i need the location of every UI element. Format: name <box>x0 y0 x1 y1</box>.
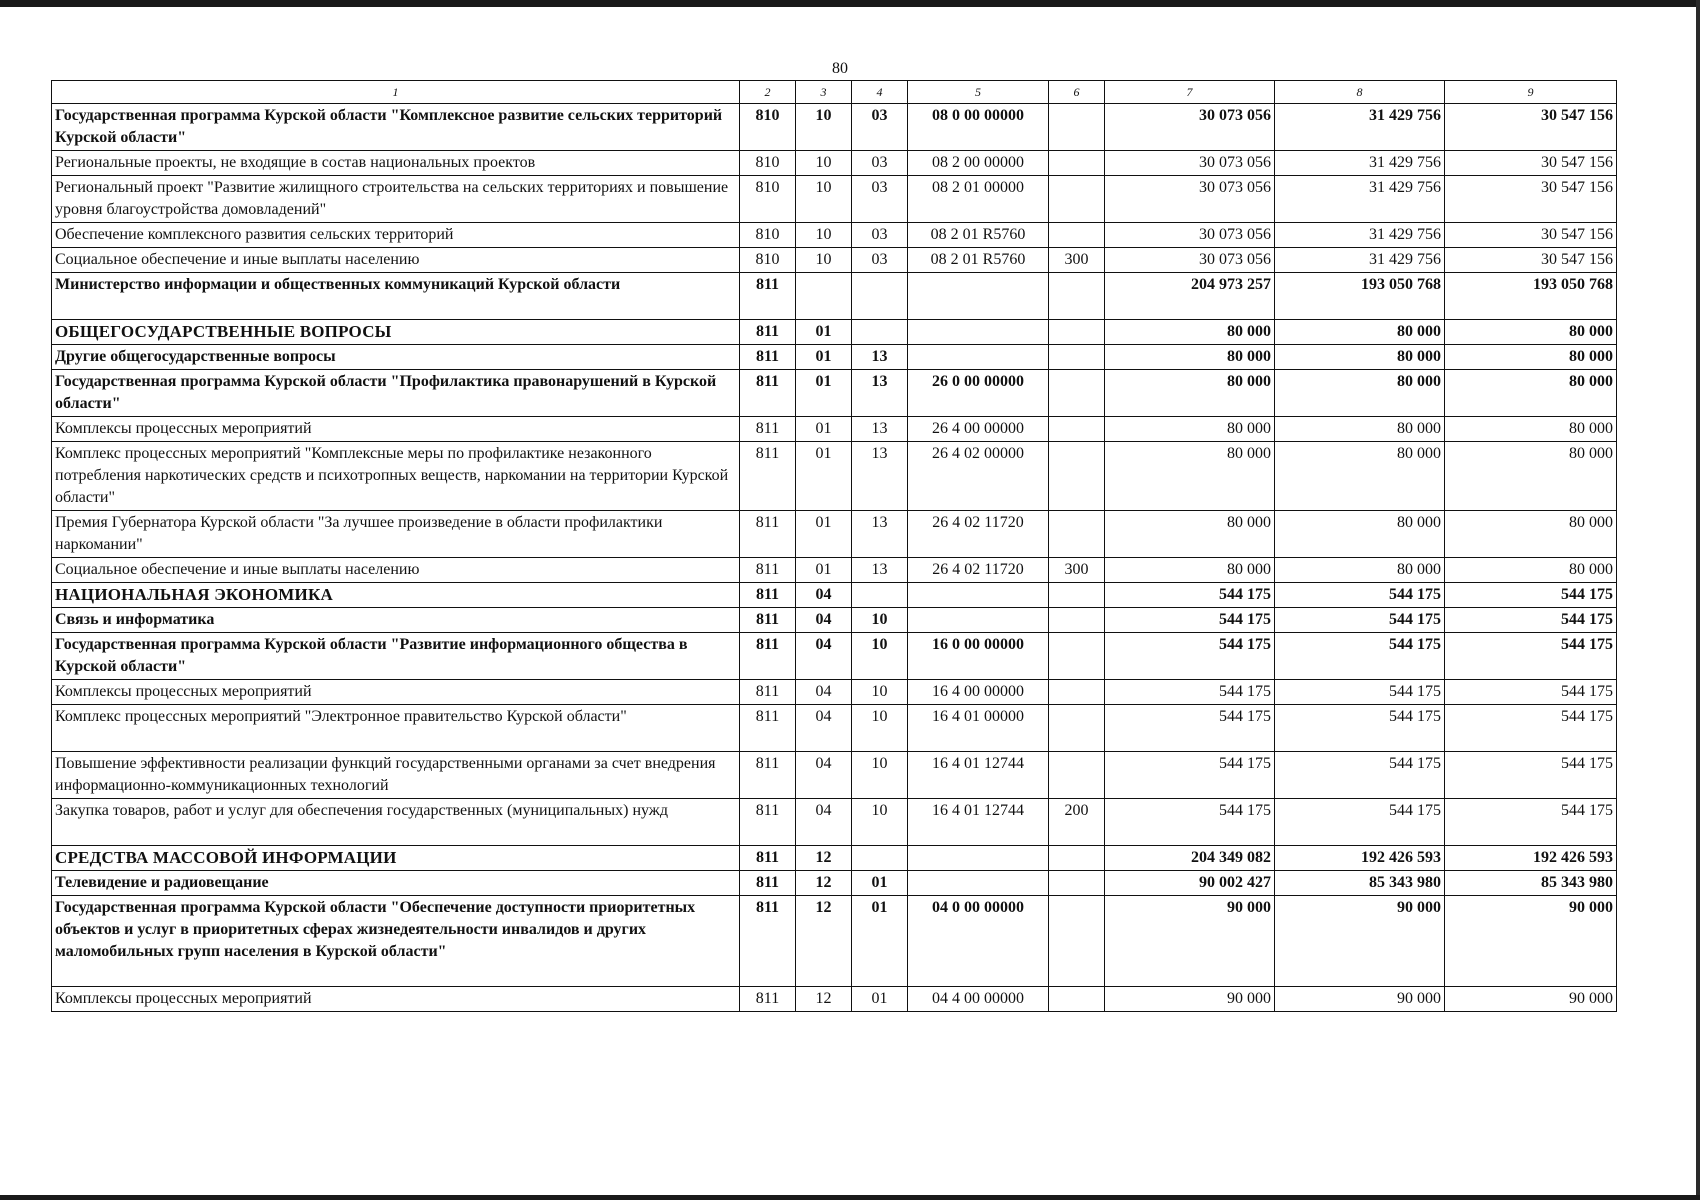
subsection-code <box>852 320 908 345</box>
ministry-code: 811 <box>740 273 796 320</box>
amount-col-7: 90 002 427 <box>1105 871 1275 896</box>
amount-col-8: 31 429 756 <box>1275 248 1445 273</box>
subsection-code: 10 <box>852 633 908 680</box>
amount-col-7: 544 175 <box>1105 608 1275 633</box>
amount-col-9: 30 547 156 <box>1445 176 1617 223</box>
amount-col-7: 80 000 <box>1105 511 1275 558</box>
header-col-4: 4 <box>852 81 908 104</box>
scan-border-bottom <box>0 1195 1700 1200</box>
amount-col-8: 85 343 980 <box>1275 871 1445 896</box>
expense-type-code <box>1049 320 1105 345</box>
expense-type-code <box>1049 273 1105 320</box>
amount-col-9: 544 175 <box>1445 583 1617 608</box>
ministry-code: 810 <box>740 104 796 151</box>
amount-col-9: 80 000 <box>1445 320 1617 345</box>
ministry-code: 810 <box>740 151 796 176</box>
amount-col-7: 544 175 <box>1105 752 1275 799</box>
row-name: Связь и информатика <box>52 608 740 633</box>
amount-col-8: 544 175 <box>1275 705 1445 752</box>
row-name: СРЕДСТВА МАССОВОЙ ИНФОРМАЦИИ <box>52 846 740 871</box>
amount-col-9: 90 000 <box>1445 896 1617 987</box>
subsection-code: 10 <box>852 799 908 846</box>
amount-col-7: 544 175 <box>1105 799 1275 846</box>
amount-col-8: 80 000 <box>1275 442 1445 511</box>
row-name: Комплекс процессных мероприятий "Электронное правительство Курской области" <box>52 705 740 752</box>
section-code: 04 <box>796 633 852 680</box>
target-article-code: 16 4 01 00000 <box>908 705 1049 752</box>
header-col-8: 8 <box>1275 81 1445 104</box>
header-col-9: 9 <box>1445 81 1617 104</box>
row-name: Комплексы процессных мероприятий <box>52 417 740 442</box>
amount-col-7: 544 175 <box>1105 633 1275 680</box>
amount-col-9: 80 000 <box>1445 442 1617 511</box>
row-name: Повышение эффективности реализации функций государственными органами за счет внедрения информационно-коммуникационных технологий <box>52 752 740 799</box>
section-code: 12 <box>796 846 852 871</box>
table-row <box>52 511 1617 558</box>
amount-col-9: 544 175 <box>1445 705 1617 752</box>
section-code: 12 <box>796 896 852 987</box>
row-name: Государственная программа Курской области "Развитие информационного общества в Курской области" <box>52 633 740 680</box>
table-row <box>52 104 1617 151</box>
amount-col-8: 192 426 593 <box>1275 846 1445 871</box>
expense-type-code <box>1049 680 1105 705</box>
header-col-1: 1 <box>52 81 740 104</box>
row-name: Другие общегосударственные вопросы <box>52 345 740 370</box>
target-article-code: 26 0 00 00000 <box>908 370 1049 417</box>
subsection-code: 01 <box>852 987 908 1012</box>
section-code: 04 <box>796 705 852 752</box>
header-col-2: 2 <box>740 81 796 104</box>
amount-col-8: 80 000 <box>1275 511 1445 558</box>
amount-col-8: 544 175 <box>1275 799 1445 846</box>
subsection-code: 13 <box>852 345 908 370</box>
subsection-code <box>852 583 908 608</box>
ministry-code: 811 <box>740 799 796 846</box>
amount-col-9: 80 000 <box>1445 345 1617 370</box>
subsection-code: 13 <box>852 417 908 442</box>
target-article-code: 16 0 00 00000 <box>908 633 1049 680</box>
target-article-code: 16 4 01 12744 <box>908 799 1049 846</box>
table-row <box>52 345 1617 370</box>
ministry-code: 811 <box>740 558 796 583</box>
amount-col-7: 90 000 <box>1105 896 1275 987</box>
amount-col-8: 80 000 <box>1275 345 1445 370</box>
subsection-code: 13 <box>852 511 908 558</box>
subsection-code <box>852 846 908 871</box>
expense-type-code <box>1049 151 1105 176</box>
table-row <box>52 871 1617 896</box>
amount-col-7: 80 000 <box>1105 417 1275 442</box>
amount-col-9: 85 343 980 <box>1445 871 1617 896</box>
subsection-code: 13 <box>852 370 908 417</box>
target-article-code: 26 4 00 00000 <box>908 417 1049 442</box>
target-article-code <box>908 871 1049 896</box>
section-code: 04 <box>796 680 852 705</box>
expense-type-code: 300 <box>1049 558 1105 583</box>
amount-col-9: 193 050 768 <box>1445 273 1617 320</box>
target-article-code: 08 0 00 00000 <box>908 104 1049 151</box>
amount-col-7: 544 175 <box>1105 705 1275 752</box>
row-name: Региональные проекты, не входящие в состав национальных проектов <box>52 151 740 176</box>
ministry-code: 811 <box>740 987 796 1012</box>
row-name: Государственная программа Курской области "Профилактика правонарушений в Курской области" <box>52 370 740 417</box>
ministry-code: 811 <box>740 511 796 558</box>
row-name: Государственная программа Курской области "Комплексное развитие сельских территорий Курской области" <box>52 104 740 151</box>
table-row <box>52 176 1617 223</box>
row-name: Министерство информации и общественных коммуникаций Курской области <box>52 273 740 320</box>
scan-border-top <box>0 0 1700 7</box>
section-code: 01 <box>796 417 852 442</box>
section-code <box>796 273 852 320</box>
amount-col-7: 204 973 257 <box>1105 273 1275 320</box>
page-number: 80 <box>832 60 848 77</box>
section-code: 01 <box>796 320 852 345</box>
section-code: 04 <box>796 752 852 799</box>
subsection-code: 03 <box>852 104 908 151</box>
section-code: 10 <box>796 151 852 176</box>
section-code: 10 <box>796 176 852 223</box>
row-name: Комплексы процессных мероприятий <box>52 987 740 1012</box>
amount-col-8: 80 000 <box>1275 558 1445 583</box>
amount-col-7: 90 000 <box>1105 987 1275 1012</box>
expense-type-code <box>1049 608 1105 633</box>
amount-col-7: 544 175 <box>1105 680 1275 705</box>
ministry-code: 811 <box>740 633 796 680</box>
section-code: 12 <box>796 871 852 896</box>
ministry-code: 811 <box>740 846 796 871</box>
target-article-code: 08 2 01 R5760 <box>908 248 1049 273</box>
amount-col-8: 80 000 <box>1275 320 1445 345</box>
expense-type-code <box>1049 896 1105 987</box>
section-code: 12 <box>796 987 852 1012</box>
section-code: 04 <box>796 583 852 608</box>
amount-col-7: 30 073 056 <box>1105 248 1275 273</box>
subsection-code: 10 <box>852 705 908 752</box>
ministry-code: 811 <box>740 871 796 896</box>
expense-type-code: 300 <box>1049 248 1105 273</box>
ministry-code: 811 <box>740 680 796 705</box>
amount-col-9: 544 175 <box>1445 752 1617 799</box>
amount-col-7: 80 000 <box>1105 345 1275 370</box>
subsection-code <box>852 273 908 320</box>
subsection-code: 01 <box>852 896 908 987</box>
expense-type-code <box>1049 345 1105 370</box>
row-name: НАЦИОНАЛЬНАЯ ЭКОНОМИКА <box>52 583 740 608</box>
row-name: Социальное обеспечение и иные выплаты населению <box>52 558 740 583</box>
header-col-5: 5 <box>908 81 1049 104</box>
amount-col-8: 544 175 <box>1275 752 1445 799</box>
section-code: 04 <box>796 799 852 846</box>
subsection-code: 03 <box>852 223 908 248</box>
row-name: Социальное обеспечение и иные выплаты населению <box>52 248 740 273</box>
row-name: ОБЩЕГОСУДАРСТВЕННЫЕ ВОПРОСЫ <box>52 320 740 345</box>
table-row <box>52 151 1617 176</box>
scan-border-right <box>1696 0 1700 1200</box>
expense-type-code <box>1049 511 1105 558</box>
subsection-code: 13 <box>852 558 908 583</box>
expense-type-code <box>1049 705 1105 752</box>
amount-col-9: 80 000 <box>1445 511 1617 558</box>
amount-col-8: 31 429 756 <box>1275 223 1445 248</box>
table-row <box>52 896 1617 987</box>
amount-col-8: 31 429 756 <box>1275 104 1445 151</box>
section-code: 01 <box>796 370 852 417</box>
row-name: Государственная программа Курской области "Обеспечение доступности приоритетных объектов и услуг в приоритетных сферах жизнедеятельности инвалидов и других маломобильных групп населения в Курской области" <box>52 896 740 987</box>
row-name: Обеспечение комплексного развития сельских территорий <box>52 223 740 248</box>
table-row <box>52 633 1617 680</box>
amount-col-9: 30 547 156 <box>1445 223 1617 248</box>
row-name: Региональный проект "Развитие жилищного строительства на сельских территориях и повышение уровня благоустройства домовладений" <box>52 176 740 223</box>
target-article-code: 26 4 02 11720 <box>908 558 1049 583</box>
row-name: Телевидение и радиовещание <box>52 871 740 896</box>
ministry-code: 811 <box>740 608 796 633</box>
budget-table <box>51 80 1617 1012</box>
ministry-code: 811 <box>740 583 796 608</box>
expense-type-code <box>1049 104 1105 151</box>
target-article-code: 16 4 00 00000 <box>908 680 1049 705</box>
amount-col-7: 544 175 <box>1105 583 1275 608</box>
amount-col-9: 30 547 156 <box>1445 248 1617 273</box>
row-name: Закупка товаров, работ и услуг для обеспечения государственных (муниципальных) нужд <box>52 799 740 846</box>
table-row <box>52 987 1617 1012</box>
amount-col-9: 192 426 593 <box>1445 846 1617 871</box>
target-article-code <box>908 846 1049 871</box>
subsection-code: 01 <box>852 871 908 896</box>
table-body <box>52 104 1617 1012</box>
amount-col-8: 80 000 <box>1275 370 1445 417</box>
expense-type-code <box>1049 583 1105 608</box>
section-code: 04 <box>796 608 852 633</box>
ministry-code: 811 <box>740 896 796 987</box>
amount-col-7: 80 000 <box>1105 442 1275 511</box>
target-article-code: 08 2 01 00000 <box>908 176 1049 223</box>
amount-col-7: 80 000 <box>1105 558 1275 583</box>
subsection-code: 03 <box>852 176 908 223</box>
expense-type-code <box>1049 223 1105 248</box>
ministry-code: 811 <box>740 705 796 752</box>
section-code: 10 <box>796 223 852 248</box>
amount-col-7: 30 073 056 <box>1105 151 1275 176</box>
ministry-code: 811 <box>740 752 796 799</box>
table-row <box>52 558 1617 583</box>
amount-col-7: 30 073 056 <box>1105 223 1275 248</box>
amount-col-9: 80 000 <box>1445 558 1617 583</box>
expense-type-code <box>1049 417 1105 442</box>
amount-col-8: 80 000 <box>1275 417 1445 442</box>
expense-type-code <box>1049 871 1105 896</box>
expense-type-code <box>1049 752 1105 799</box>
amount-col-9: 544 175 <box>1445 799 1617 846</box>
amount-col-7: 30 073 056 <box>1105 104 1275 151</box>
amount-col-8: 544 175 <box>1275 583 1445 608</box>
amount-col-9: 30 547 156 <box>1445 151 1617 176</box>
table-row <box>52 583 1617 608</box>
ministry-code: 811 <box>740 370 796 417</box>
subsection-code: 03 <box>852 151 908 176</box>
amount-col-9: 90 000 <box>1445 987 1617 1012</box>
header-col-7: 7 <box>1105 81 1275 104</box>
expense-type-code <box>1049 846 1105 871</box>
table-row <box>52 248 1617 273</box>
subsection-code: 10 <box>852 680 908 705</box>
target-article-code: 08 2 00 00000 <box>908 151 1049 176</box>
ministry-code: 810 <box>740 223 796 248</box>
table-row <box>52 320 1617 345</box>
amount-col-9: 544 175 <box>1445 680 1617 705</box>
section-code: 01 <box>796 345 852 370</box>
target-article-code: 08 2 01 R5760 <box>908 223 1049 248</box>
target-article-code <box>908 273 1049 320</box>
section-code: 01 <box>796 558 852 583</box>
table-row <box>52 370 1617 417</box>
table-row <box>52 223 1617 248</box>
section-code: 10 <box>796 104 852 151</box>
table-row <box>52 752 1617 799</box>
table-row <box>52 442 1617 511</box>
ministry-code: 811 <box>740 320 796 345</box>
section-code: 01 <box>796 442 852 511</box>
expense-type-code <box>1049 442 1105 511</box>
amount-col-8: 544 175 <box>1275 633 1445 680</box>
table-row <box>52 417 1617 442</box>
row-name: Премия Губернатора Курской области "За лучшее произведение в области профилактики наркомании" <box>52 511 740 558</box>
header-col-6: 6 <box>1049 81 1105 104</box>
target-article-code: 04 4 00 00000 <box>908 987 1049 1012</box>
amount-col-7: 30 073 056 <box>1105 176 1275 223</box>
ministry-code: 811 <box>740 442 796 511</box>
amount-col-9: 80 000 <box>1445 417 1617 442</box>
expense-type-code <box>1049 176 1105 223</box>
amount-col-8: 544 175 <box>1275 680 1445 705</box>
expense-type-code <box>1049 633 1105 680</box>
ministry-code: 810 <box>740 248 796 273</box>
row-name: Комплексы процессных мероприятий <box>52 680 740 705</box>
amount-col-8: 31 429 756 <box>1275 176 1445 223</box>
target-article-code <box>908 345 1049 370</box>
subsection-code: 03 <box>852 248 908 273</box>
amount-col-7: 204 349 082 <box>1105 846 1275 871</box>
amount-col-9: 30 547 156 <box>1445 104 1617 151</box>
target-article-code <box>908 320 1049 345</box>
target-article-code: 04 0 00 00000 <box>908 896 1049 987</box>
amount-col-8: 90 000 <box>1275 987 1445 1012</box>
table-row <box>52 705 1617 752</box>
amount-col-8: 193 050 768 <box>1275 273 1445 320</box>
table-row <box>52 273 1617 320</box>
table-row <box>52 846 1617 871</box>
expense-type-code <box>1049 370 1105 417</box>
table-row <box>52 680 1617 705</box>
row-name: Комплекс процессных мероприятий "Комплексные меры по профилактике незаконного потребления наркотических средств и психотропных веществ, наркомании на территории Курской области" <box>52 442 740 511</box>
amount-col-9: 80 000 <box>1445 370 1617 417</box>
target-article-code <box>908 608 1049 633</box>
section-code: 01 <box>796 511 852 558</box>
header-col-3: 3 <box>796 81 852 104</box>
amount-col-8: 544 175 <box>1275 608 1445 633</box>
amount-col-8: 31 429 756 <box>1275 151 1445 176</box>
section-code: 10 <box>796 248 852 273</box>
expense-type-code: 200 <box>1049 799 1105 846</box>
target-article-code: 26 4 02 00000 <box>908 442 1049 511</box>
amount-col-7: 80 000 <box>1105 320 1275 345</box>
amount-col-9: 544 175 <box>1445 608 1617 633</box>
amount-col-9: 544 175 <box>1445 633 1617 680</box>
target-article-code: 26 4 02 11720 <box>908 511 1049 558</box>
amount-col-8: 90 000 <box>1275 896 1445 987</box>
column-number-header <box>52 81 1617 104</box>
target-article-code <box>908 583 1049 608</box>
ministry-code: 810 <box>740 176 796 223</box>
subsection-code: 10 <box>852 752 908 799</box>
subsection-code: 10 <box>852 608 908 633</box>
amount-col-7: 80 000 <box>1105 370 1275 417</box>
ministry-code: 811 <box>740 345 796 370</box>
expense-type-code <box>1049 987 1105 1012</box>
ministry-code: 811 <box>740 417 796 442</box>
table-row <box>52 608 1617 633</box>
target-article-code: 16 4 01 12744 <box>908 752 1049 799</box>
subsection-code: 13 <box>852 442 908 511</box>
table-row <box>52 799 1617 846</box>
